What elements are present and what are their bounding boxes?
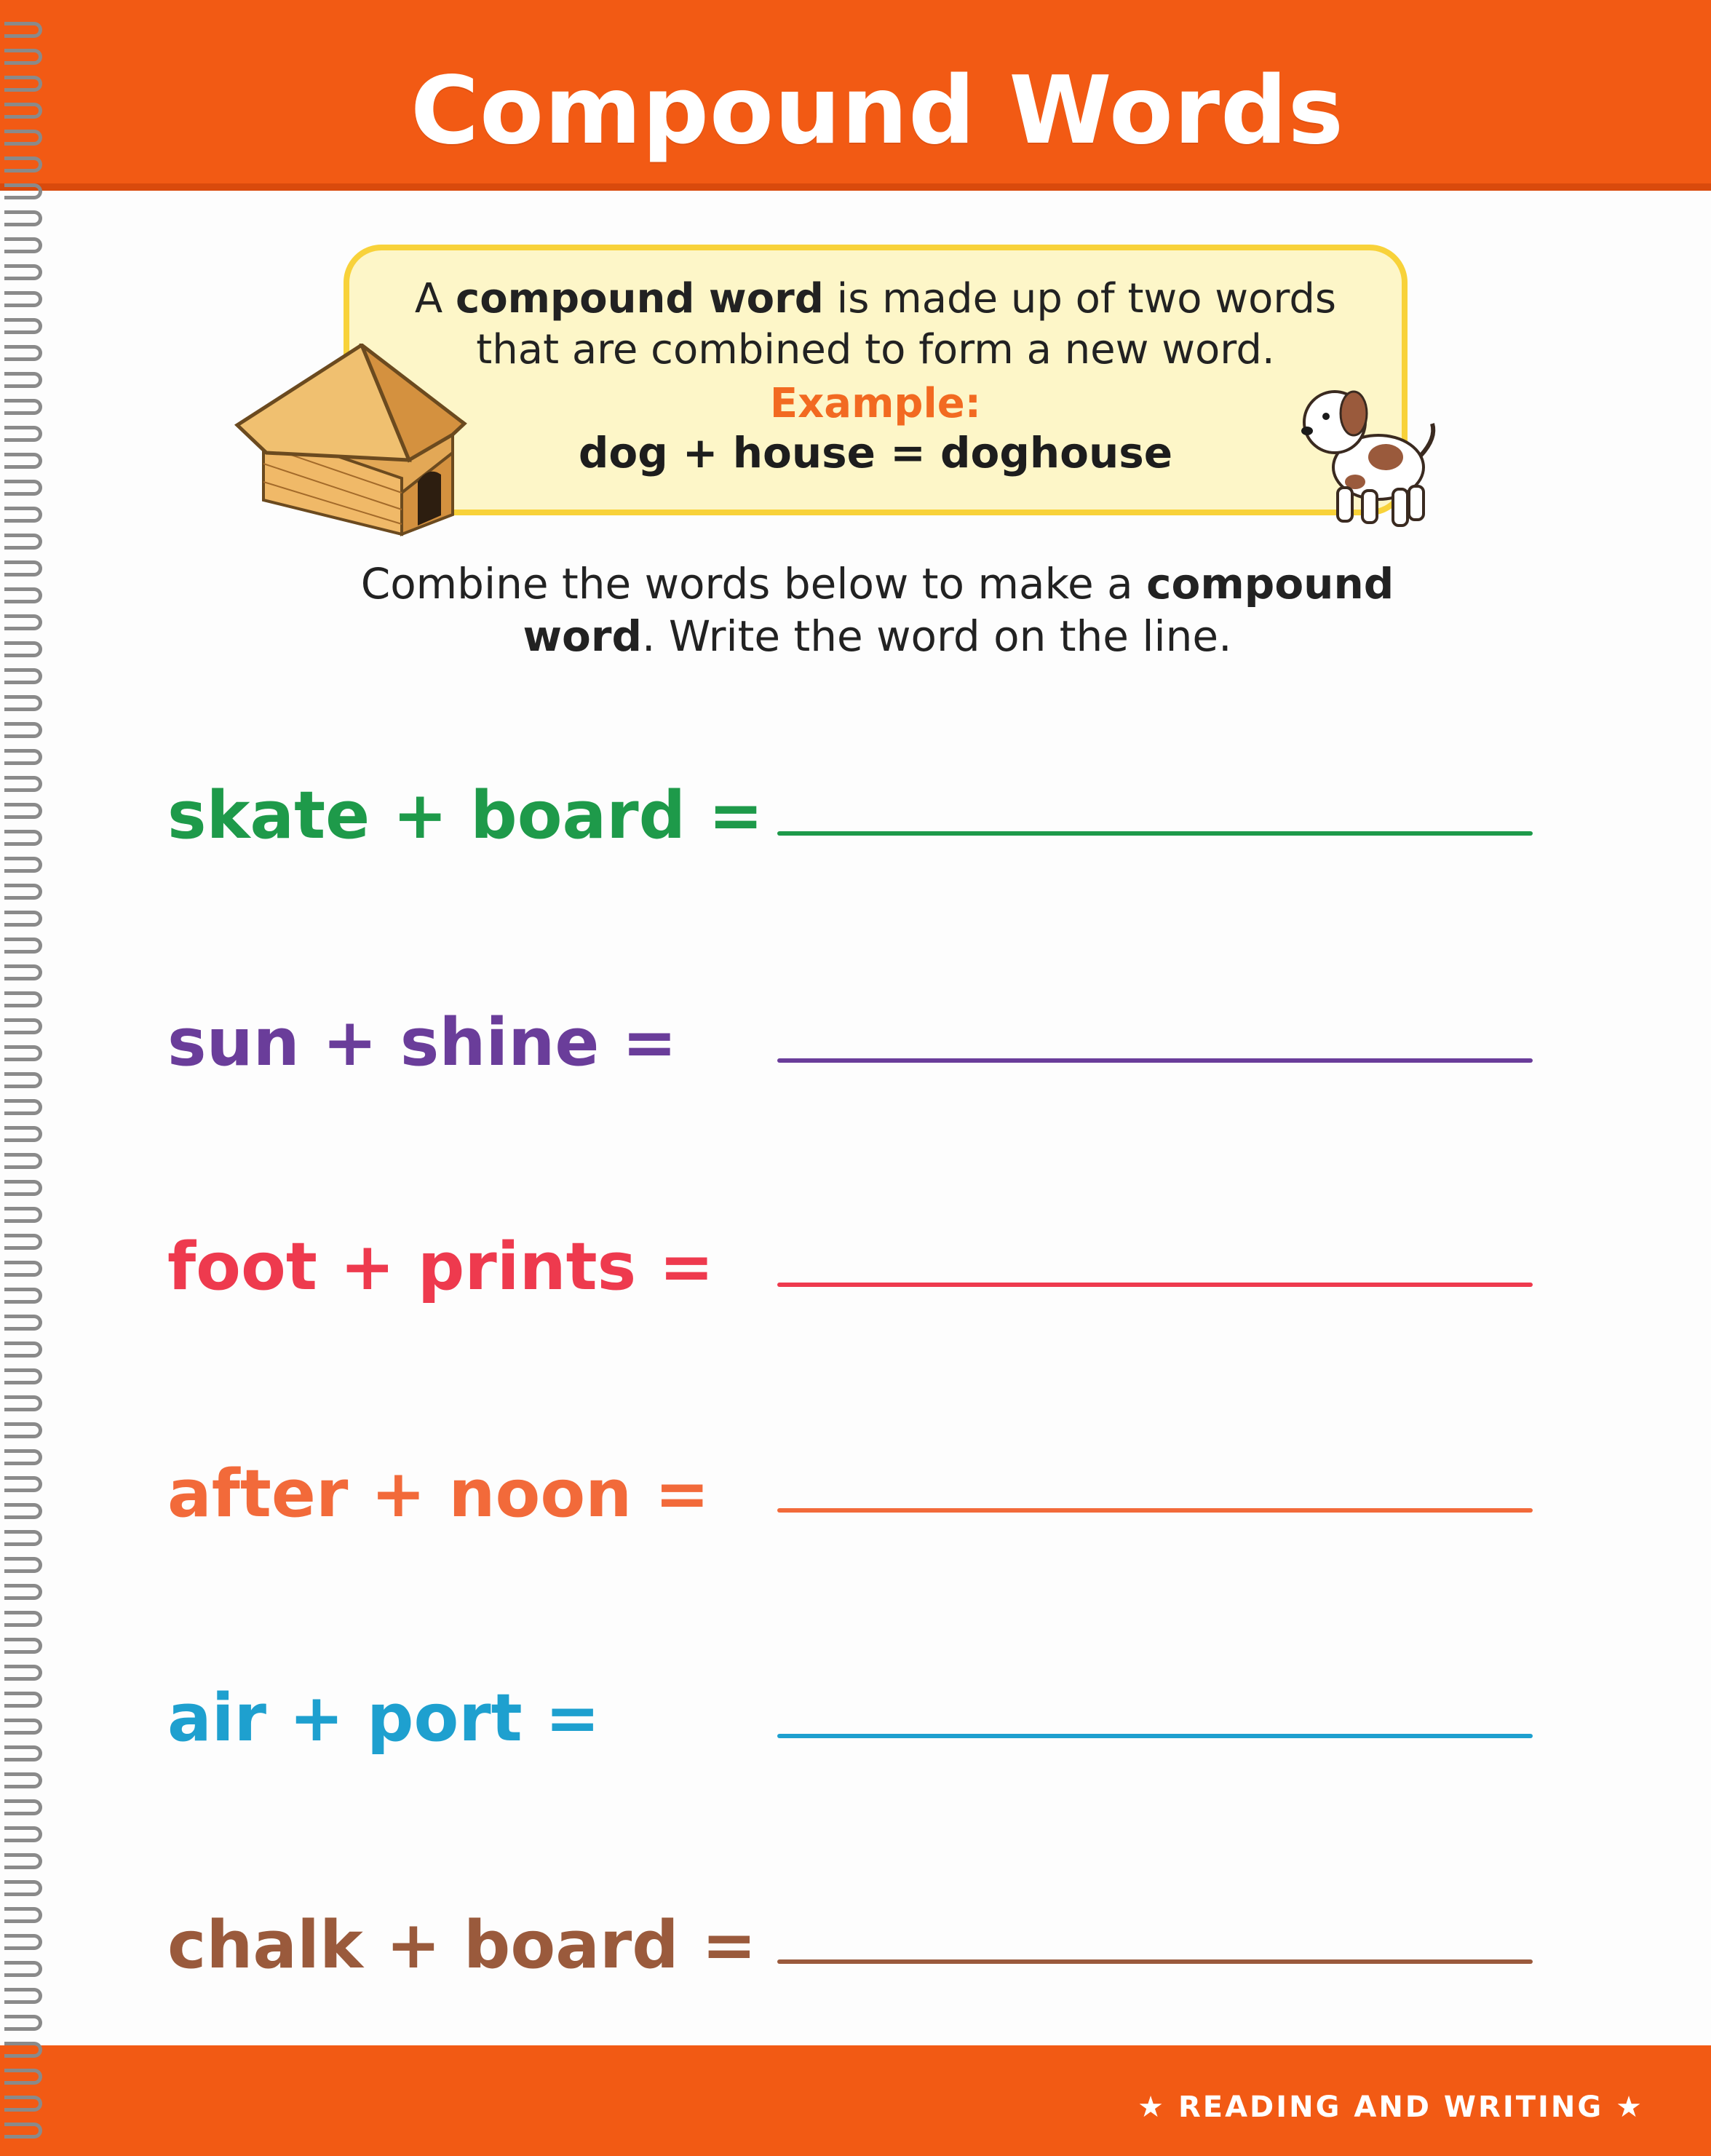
binding-coil [4,345,42,361]
binding-coil [4,130,42,146]
binding-coil [4,1799,42,1815]
definition-term: compound word [456,275,824,322]
binding-coil [4,1422,42,1438]
exercise-prompt-skateboard: skate + board = [167,777,763,854]
binding-coil [4,1665,42,1681]
instruction-suffix: . Write the word on the line. [642,611,1232,661]
binding-coil [4,1288,42,1304]
instruction-line-1 [0,559,1711,609]
binding-coil [4,749,42,765]
binding-coil [4,1638,42,1654]
binding-coil [4,1826,42,1842]
binding-coil [4,1315,42,1331]
binding-coil [4,318,42,334]
binding-coil [4,1503,42,1519]
answer-line-sunshine[interactable] [777,1058,1533,1063]
binding-coil [4,722,42,738]
binding-coil [4,1207,42,1223]
binding-coil [4,1449,42,1465]
binding-coil [4,911,42,927]
binding-coil [4,1692,42,1708]
binding-coil [4,2096,42,2112]
binding-coil [4,830,42,846]
binding-coil [4,614,42,630]
binding-coil [4,480,42,496]
binding-coil [4,1261,42,1277]
binding-coil [4,1234,42,1250]
binding-coil [4,641,42,657]
binding-coil [4,1018,42,1034]
example-label: Example: [769,380,982,427]
binding-coil [4,1853,42,1869]
binding-coil [4,1341,42,1358]
definition-line-1 [349,275,1402,322]
binding-coil [4,964,42,980]
binding-coil [4,668,42,684]
exercise-prompt-chalkboard: chalk + board = [167,1907,757,1983]
binding-coil [4,1611,42,1627]
instruction-term: compound [1146,559,1394,609]
binding-coil [4,1907,42,1923]
binding-coil [4,1368,42,1384]
example-equation: dog + house = doghouse [578,428,1173,477]
binding-coil [4,1180,42,1196]
binding-coil [4,453,42,469]
binding-coil [4,1045,42,1061]
spiral-binding [0,0,57,2156]
binding-coil [4,1934,42,1950]
binding-coil [4,1584,42,1600]
binding-coil [4,1745,42,1761]
footer-section-label: ★ READING AND WRITING ★ [1138,2090,1644,2124]
binding-coil [4,776,42,792]
binding-coil [4,49,42,65]
binding-coil [4,1099,42,1115]
doghouse-illustration [234,344,467,539]
definition-box [344,245,1408,515]
exercise-prompt-sunshine: sun + shine = [167,1004,678,1081]
binding-coil [4,2123,42,2139]
binding-coil [4,1772,42,1788]
instruction-term-2: word [523,611,643,661]
binding-coil [4,426,42,442]
binding-coil [4,1476,42,1492]
definition-suffix: is made up of two words [823,275,1337,322]
binding-coil [4,803,42,819]
answer-line-afternoon[interactable] [777,1508,1533,1513]
binding-coil [4,2069,42,2085]
answer-line-airport[interactable] [777,1734,1533,1738]
binding-coil [4,991,42,1007]
binding-coil [4,372,42,388]
binding-coil [4,560,42,576]
binding-coil [4,1395,42,1411]
binding-coil [4,1153,42,1169]
binding-coil [4,291,42,307]
binding-coil [4,1880,42,1896]
dog-eye [1322,413,1330,420]
exercise-prompt-footprints: foot + prints = [167,1229,714,1305]
binding-coil [4,22,42,38]
binding-coil [4,1072,42,1088]
answer-line-chalkboard[interactable] [777,1959,1533,1964]
instruction-prefix: Combine the words below to make a [360,559,1147,609]
dog-tail [1421,424,1433,456]
binding-coil [4,938,42,954]
binding-coil [4,587,42,603]
binding-coil [4,2015,42,2031]
answer-line-skateboard[interactable] [777,831,1533,836]
binding-coil [4,210,42,226]
binding-coil [4,1126,42,1142]
binding-coil [4,76,42,92]
binding-coil [4,1530,42,1546]
dog-spot [1368,444,1403,470]
page-title: Compound Words [410,57,1344,165]
binding-coil [4,1557,42,1573]
binding-coil [4,1961,42,1977]
dog-illustration [1293,380,1442,536]
binding-coil [4,399,42,415]
definition-line-2: that are combined to form a new word. [476,326,1275,373]
binding-coil [4,264,42,280]
answer-line-footprints[interactable] [777,1283,1533,1287]
dog-ear [1341,392,1367,435]
binding-coil [4,884,42,900]
exercise-prompt-airport: air + port = [167,1680,600,1756]
definition-prefix: A [414,275,456,322]
binding-coil [4,1719,42,1735]
dog-nose [1301,427,1313,435]
binding-coil [4,1988,42,2004]
binding-coil [4,237,42,253]
footer-band [0,2045,1711,2156]
exercise-prompt-afternoon: after + noon = [167,1456,710,1532]
binding-coil [4,183,42,199]
binding-coil [4,103,42,119]
binding-coil [4,534,42,550]
binding-coil [4,695,42,711]
header-divider [0,183,1711,191]
binding-coil [4,156,42,173]
instruction-line-2 [0,611,1711,661]
binding-coil [4,507,42,523]
binding-coil [4,857,42,873]
header-band [0,0,1711,191]
binding-coil [4,2042,42,2058]
